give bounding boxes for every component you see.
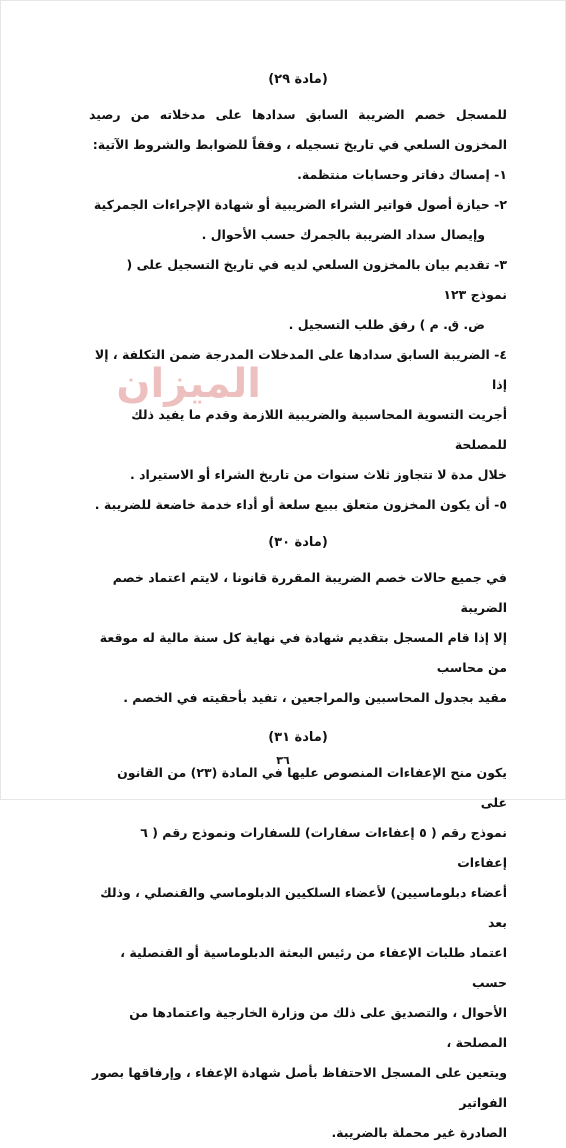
article-29-item-3: ٣- تقديم بيان بالمخزون السلعي لديه في تاريخ التسجيل على ( نموذج ١٢٣: [126, 257, 507, 302]
article-31-line-2: نموذج رقم ( ٥ إعفاءات سفارات) للسفارات ونموذج رقم ( ٦ إعفاءات: [140, 825, 507, 870]
article-30-line-1: في جميع حالات خصم الضريبة المقررة قانونا ، لايتم اعتماد خصم الضريبة: [112, 570, 507, 615]
article-31-line-7: الصادرة غير محملة بالضريبة.: [331, 1125, 507, 1140]
article-31-line-4: اعتماد طلبات الإعفاء من رئيس البعثة الدبلوماسية أو القنصلية ، حسب: [120, 945, 507, 990]
article-29-item-4: ٤- الضريبة السابق سدادها على المدخلات المدرجة ضمن التكلفة ، إلا إذا: [94, 347, 507, 392]
article-29-item-5: ٥- أن يكون المخزون متعلق ببيع سلعة أو أداء خدمة خاضعة للضريبة .: [94, 497, 507, 512]
article-31-heading: (مادة ٣١): [268, 730, 328, 745]
article-29-item-1: ١- إمساك دفاتر وحسابات منتظمة.: [297, 167, 507, 182]
article-29-item-2-cont: وإيصال سداد الضريبة بالجمرك حسب الأحوال .: [201, 227, 485, 242]
article-29-item-3-cont: ض. ق. م ) رفق طلب التسجيل .: [288, 317, 485, 332]
article-31-line-6: ويتعين على المسجل الاحتفاظ بأصل شهادة الإعفاء ، وإرفاقها بصور الفواتير: [92, 1065, 507, 1110]
article-29: [89, 69, 507, 520]
article-30-heading: (مادة ٣٠): [268, 535, 328, 550]
article-30-line-3: مقيد بجدول المحاسبين والمراجعين ، تفيد بأحقيته في الخصم .: [123, 690, 507, 705]
article-31-line-3: أعضاء دبلوماسيين) لأعضاء السلكيين الدبلوماسي والقنصلي ، وذلك بعد: [100, 885, 507, 930]
article-29-item-4-cont-2: خلال مدة لا تتجاوز ثلاث سنوات من تاريخ الشراء أو الاستيراد .: [130, 467, 507, 482]
page-content: [89, 69, 507, 1148]
article-29-item-2: ٢- حيازة أصول فواتير الشراء الضريبية أو شهادة الإجراءات الجمركية: [93, 197, 507, 212]
article-31: [89, 727, 507, 1148]
article-30-line-2: إلا إذا قام المسجل بتقديم شهادة في نهاية كل سنة مالية له موقعة من محاسب: [99, 630, 507, 675]
article-31-line-1: يكون منح الإعفاءات المنصوص عليها في المادة (٢٣) من القانون على: [117, 765, 507, 810]
watermark-text: الميزان: [116, 361, 261, 407]
article-29-item-4-cont-1: أجريت التسوية المحاسبية والضريبية اللازمة وقدم ما يفيد ذلك للمصلحة: [131, 407, 507, 452]
article-29-intro: للمسجل خصم الضريبة السابق سدادها على مدخلاته من رصيد المخزون السلعي في تاريخ تسجيله ، وفقاً للضوابط والشروط الآتية:: [89, 107, 507, 152]
page-number: ٣٦: [276, 754, 290, 767]
article-30: [89, 532, 507, 713]
article-31-line-5: الأحوال ، والتصديق على ذلك من وزارة الخارجية واعتمادها من المصلحة ،: [129, 1005, 507, 1050]
article-29-heading: (مادة ٢٩): [268, 72, 328, 87]
